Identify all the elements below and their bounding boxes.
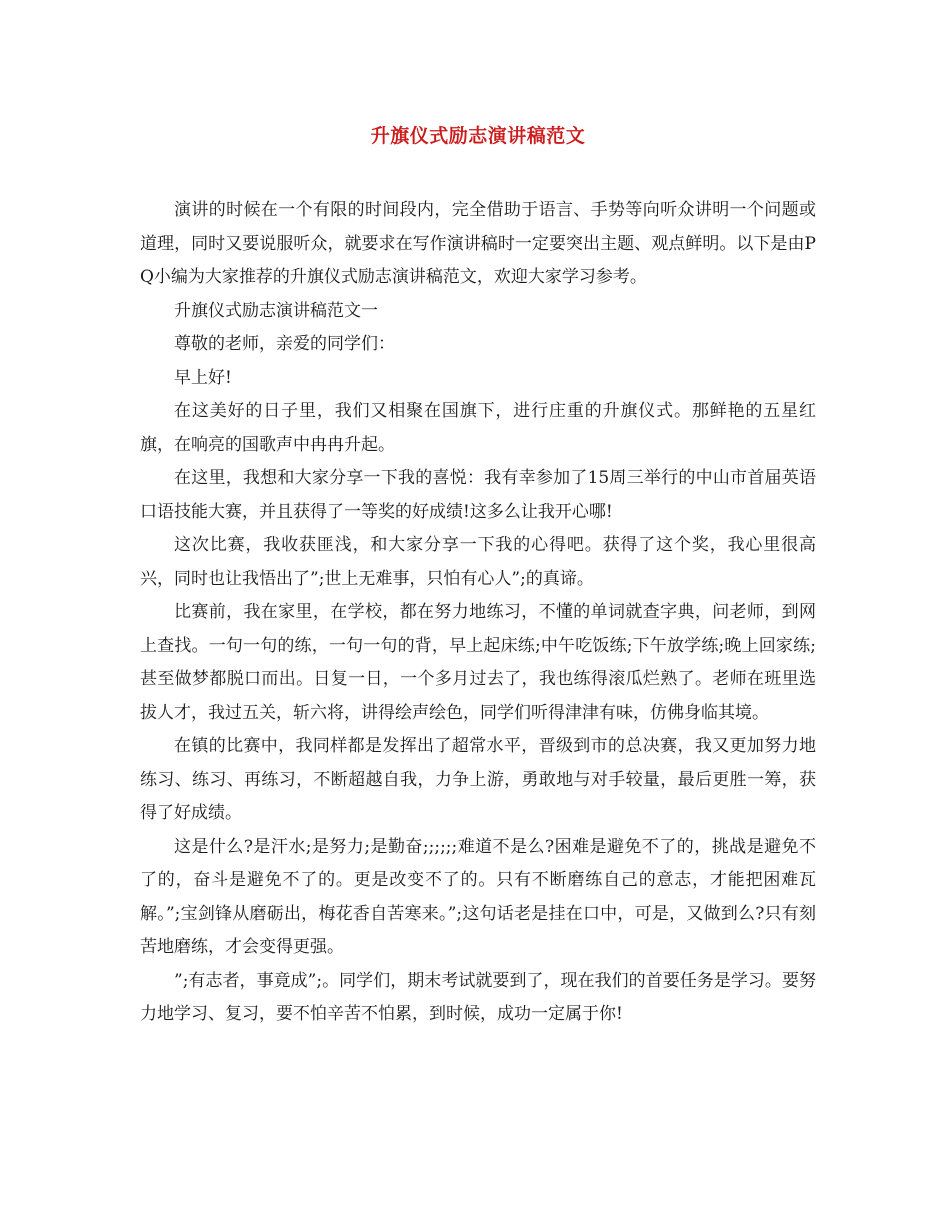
paragraph-subtitle: 升旗仪式励志演讲稿范文一 xyxy=(174,300,378,321)
paragraph-salutation: 尊敬的老师，亲爱的同学们： xyxy=(174,334,395,354)
document-body xyxy=(140,194,816,1032)
document-title: 升旗仪式励志演讲稿范文 xyxy=(370,125,586,147)
paragraph-town-contest: 在镇的比赛中，我同样都是发挥出了超常水平，晋级到市的总决赛，我又更加努力地练习、练习、再练习，不断超越自我，力争上游，勇敢地与对手较量，最后更胜一筹，获得了好成绩。 xyxy=(140,736,816,823)
paragraph-practice: 比赛前，我在家里，在学校，都在努力地练习，不懂的单词就查字典，问老师，到网上查找。一句一句的练，一句一句的背，早上起床练;中午吃饭练;下午放学练;晚上回家练;甚至做梦都脱口而出。日复一日，一个多月过去了，我也练得滚瓜烂熟了。老师在班里选拔人才，我过五关，斩六将，讲得绘声绘色，同学们听得津津有味，仿佛身临其境。 xyxy=(140,602,816,723)
paragraph-closing: ”;有志者，事竟成”;。同学们，期末考试就要到了，现在我们的首要任务是学习。要努力地学习、复习，要不怕辛苦不怕累，到时候，成功一定属于你! xyxy=(140,970,816,1024)
paragraph-reflection: 这是什么?是汗水;是努力;是勤奋;;;;;;难道不是么?困难是避免不了的，挑战是避免不了的，奋斗是避免不了的。更是改变不了的。只有不断磨练自己的意志，才能把困难瓦解。”;宝剑锋从磨砺出，梅花香自苦寒来。”;这句话老是挂在口中，可是，又做到么?只有刻苦地磨练，才会变得更强。 xyxy=(140,836,816,957)
paragraph-intro: 演讲的时候在一个有限的时间段内，完全借助于语言、手势等向听众讲明一个问题或道理，同时又要说服听众，就要求在写作演讲稿时一定要突出主题、观点鲜明。以下是由PQ小编为大家推荐的升旗仪式励志演讲稿范文，欢迎大家学习参考。 xyxy=(140,200,816,287)
paragraph-flag: 在这美好的日子里，我们又相聚在国旗下，进行庄重的升旗仪式。那鲜艳的五星红旗，在响亮的国歌声中冉冉升起。 xyxy=(140,401,816,455)
paragraph-contest: 在这里，我想和大家分享一下我的喜悦：我有幸参加了15周三举行的中山市首届英语口语技能大赛，并且获得了一等奖的好成绩!这多么让我开心哪! xyxy=(140,468,816,522)
paragraph-insight: 这次比赛，我收获匪浅，和大家分享一下我的心得吧。获得了这个奖，我心里很高兴，同时也让我悟出了”;世上无难事，只怕有心人”;的真谛。 xyxy=(140,535,816,589)
document-page xyxy=(140,116,816,1032)
paragraph-greeting: 早上好! xyxy=(174,367,232,388)
